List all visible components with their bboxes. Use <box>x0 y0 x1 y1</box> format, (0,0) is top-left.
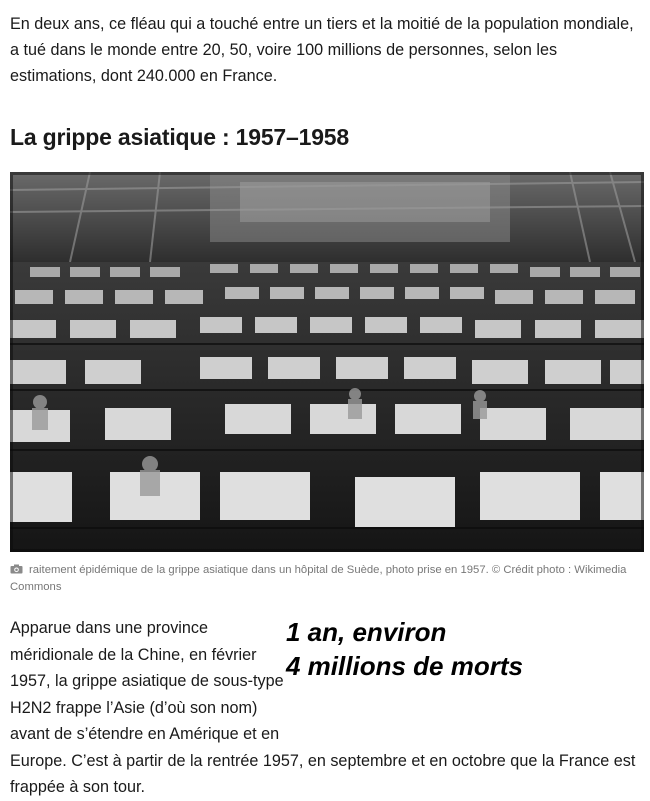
intro-paragraph: En deux ans, ce fléau qui a touché entre un tiers et la moitié de la population mondiale, a tué dans le monde entre 20, 50, voire 100 millions de personnes, selon les estimations, dont 240.000 en France. <box>10 15 634 85</box>
photo-caption-text: raitement épidémique de la grippe asiatique dans un hôpital de Suède, photo prise en 1957. © Crédit photo : Wikimedia Commons <box>10 564 627 593</box>
hospital-ward-photo-illustration <box>10 172 644 552</box>
section-title: La grippe asiatique : 1957–1958 <box>10 124 349 150</box>
highlight-box <box>286 615 640 725</box>
photo-caption <box>10 562 640 596</box>
highlight-deaths: 4 millions de morts <box>286 651 523 681</box>
hospital-ward-photo <box>10 172 644 552</box>
body-paragraph: Apparue dans une province méridionale de la Chine, en février 1957, la grippe asiatique de sous-type H2N2 frappe l’Asie (d’où son nom) avant de s’étendre en Amérique et en Europe. C’est à partir de la rentrée 1957, en septembre et en octobre que la France est frappée à son tour. <box>10 619 636 796</box>
body-section <box>10 615 640 801</box>
camera-icon <box>10 563 23 573</box>
highlight-duration: 1 an, environ <box>286 617 447 647</box>
